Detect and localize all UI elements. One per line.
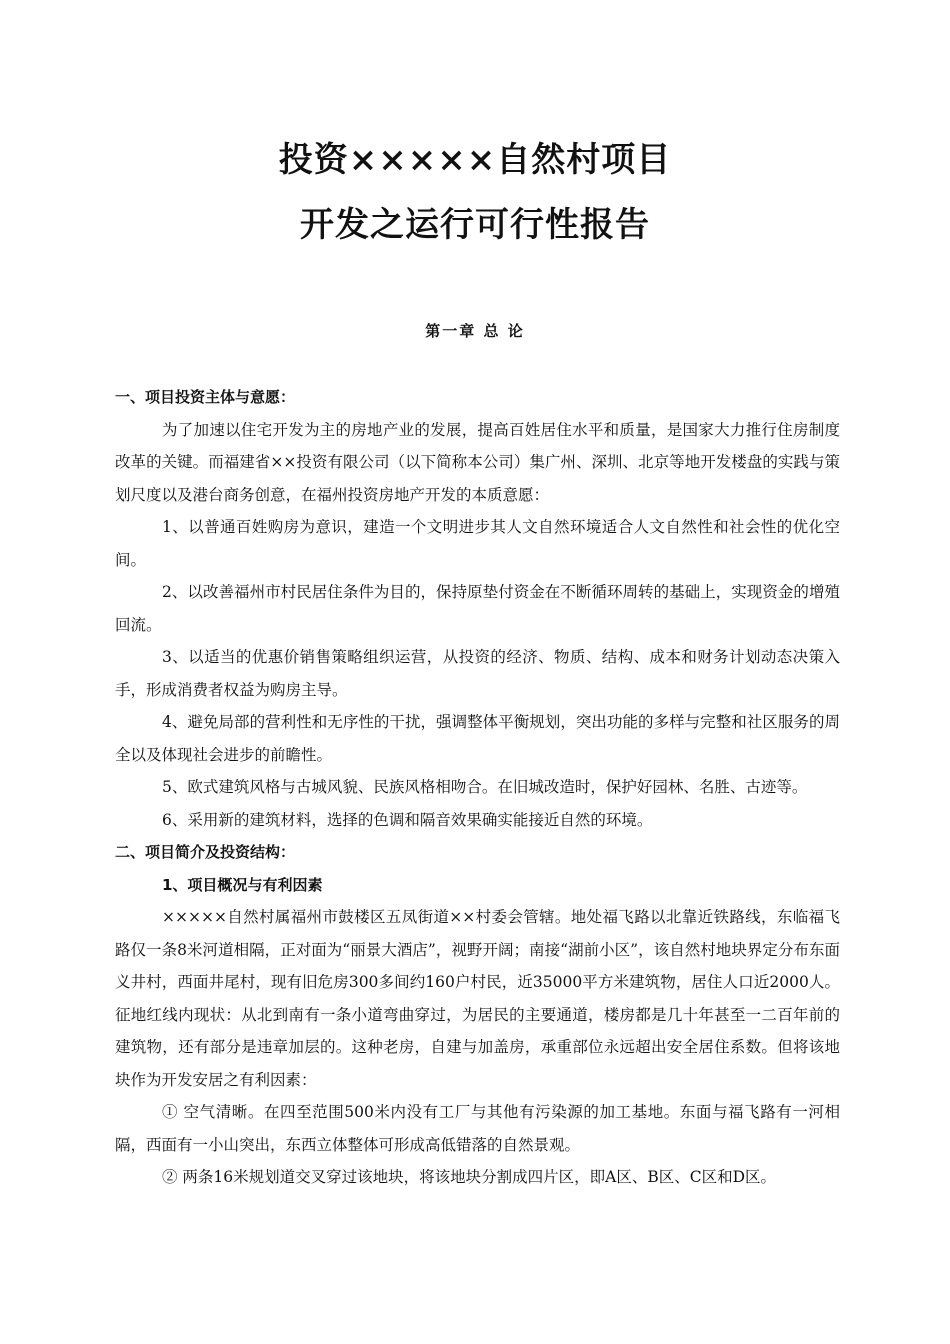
section-2-subheading: 1、项目概况与有利因素 xyxy=(162,875,323,894)
list-item: 2、以改善福州市村民居住条件为目的，保持原垫付资金在不断循环周转的基础上，实现资金的增殖回流。 xyxy=(115,583,840,634)
document-title-line-1: 投资×××××自然村项目 xyxy=(278,140,672,180)
list-item: 4、避免局部的营利性和无序性的干扰，强调整体平衡规划，突出功能的多样与完整和社区服务的周全以及体现社会进步的前瞻性。 xyxy=(115,713,840,764)
document-title-line-2: 开发之运行可行性报告 xyxy=(300,205,650,245)
list-item: 6、采用新的建筑材料，选择的色调和隔音效果确实能接近自然的环境。 xyxy=(162,810,653,829)
list-item: 3、以适当的优惠价销售策略组织运营，从投资的经济、物质、结构、成本和财务计划动态决策入手，形成消费者权益为购房主导。 xyxy=(115,648,840,699)
document-body xyxy=(115,381,840,1194)
favorable-factor-2: ② 两条16米规划道交叉穿过该地块，将该地块分割成四片区，即A区、B区、C区和D区。 xyxy=(162,1168,777,1186)
section-2-heading: 二、项目简介及投资结构： xyxy=(115,843,296,861)
section-1-intro: 为了加速以住宅开发为主的房地产业的发展，提高百姓居住水平和质量，是国家大力推行住房制度改革的关键。而福建省××投资有限公司（以下简称本公司）集广州、深圳、北京等地开发楼盘的实践与策划尺度以及港台商务创意，在福州投资房地产开发的本质意愿： xyxy=(115,420,840,504)
section-1-heading: 一、项目投资主体与意愿： xyxy=(115,388,296,406)
chapter-heading: 第一章 总 论 xyxy=(425,322,525,340)
section-2-paragraph: ×××××自然村属福州市鼓楼区五凤街道××村委会管辖。地处福飞路以北靠近铁路线，东临福飞路仅一条8米河道相隔，正对面为“丽景大酒店”，视野开阔；南接“湖前小区”，该自然村地块界定分布东面义井村，西面井尾村，现有旧危房300多间约160户村民，近35000平方米建筑物，居住人口近2000人。征地红线内现状：从北到南有一条小道弯曲穿过，为居民的主要通道，楼房都是几十年甚至一二百年前的建筑物，还有部分是违章加层的。这种老房，自建与加盖房，承重部位永远超出安全居住系数。但将该地块作为开发安居之有利因素： xyxy=(115,908,840,1089)
list-item: 5、欧式建筑风格与古城风貌、民族风格相吻合。在旧城改造时，保护好园林、名胜、古迹等。 xyxy=(162,778,808,796)
list-item: 1、以普通百姓购房为意识，建造一个文明进步其人文自然环境适合人文自然性和社会性的优化空间。 xyxy=(115,518,840,569)
favorable-factor-1: ① 空气清晰。在四至范围500米内没有工厂与其他有污染源的加工基地。东面与福飞路有一河相隔，西面有一小山突出，东西立体整体可形成高低错落的自然景观。 xyxy=(115,1103,840,1154)
